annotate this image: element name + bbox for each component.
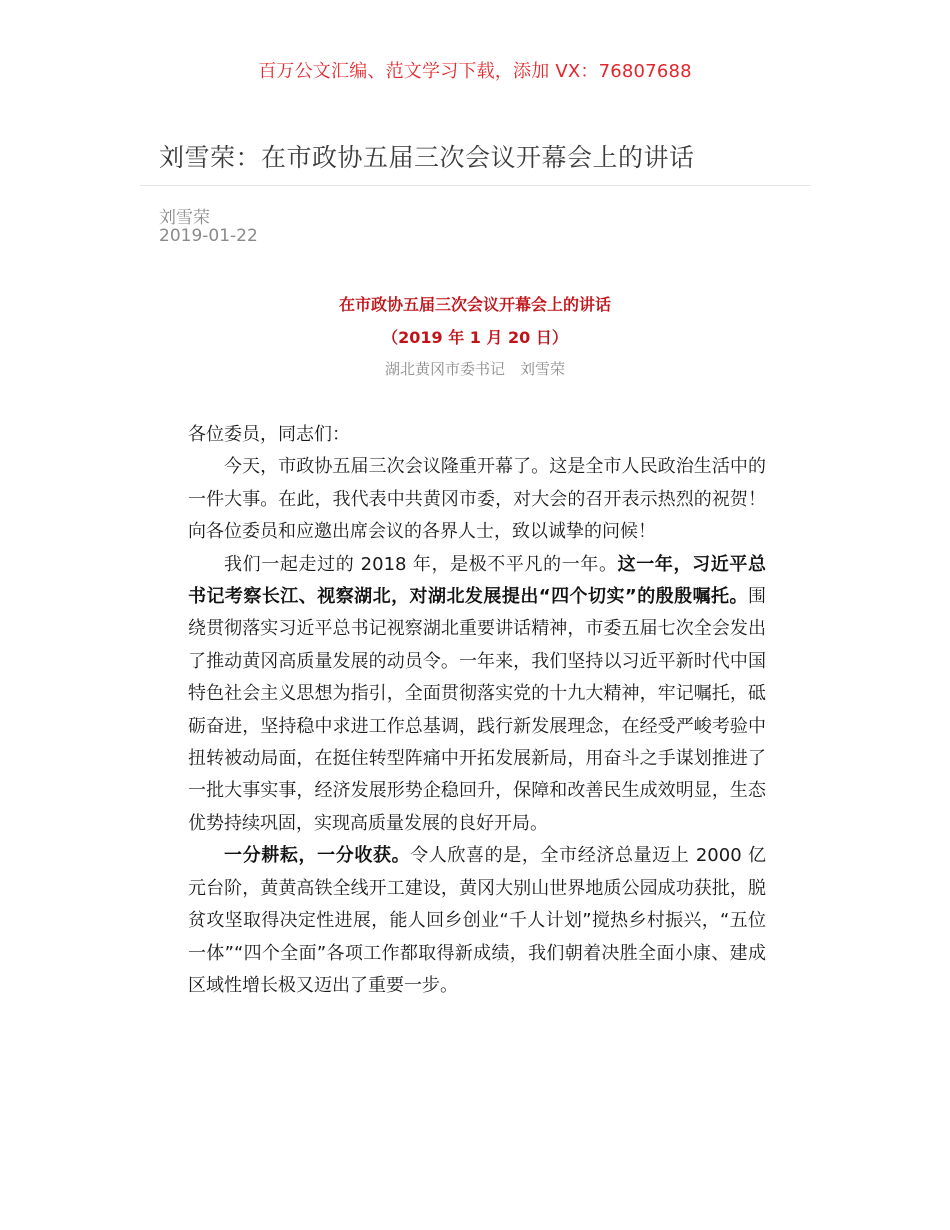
- paragraph-2-intro: 我们一起走过的 2018 年，是极不平凡的一年。: [224, 553, 618, 575]
- speech-title: 在市政协五届三次会议开幕会上的讲话: [338, 295, 611, 314]
- paragraph-3-text: 令人欣喜的是，全市经济总量迈上 2000 亿元台阶，黄黄高铁全线开工建设，黄冈大别山世界地质公园成功获批，脱贫攻坚取得决定性进展，能人回乡创业“千人计划”搅热乡村振兴，“五位一体”“四个全面”各项工作都取得新成绩，我们朝着决胜全面小康、建成区域性增长极又迈出了重要一步。: [188, 845, 766, 996]
- paragraph-3-emphasis: 一分耕耘，一分收获。: [224, 845, 411, 867]
- article-title: 刘雪荣：在市政协五届三次会议开幕会上的讲话: [159, 143, 695, 172]
- paragraph-3: [188, 840, 766, 1002]
- paragraph-2-text: 围绕贯彻落实习近平总书记视察湖北重要讲话精神，市委五届七次全会发出了推动黄冈高质量发展的动员令。一年来，我们坚持以习近平新时代中国特色社会主义思想为指引，全面贯彻落实党的十九大精神，牢记嘱托，砥砺奋进，坚持稳中求进工作总基调，践行新发展理念，在经受严峻考验中扭转被动局面，在挺住转型阵痛中开拓发展新局，用奋斗之手谋划推进了一批大事实事，经济发展形势企稳回升，保障和改善民生成效明显，生态优势持续巩固，实现高质量发展的良好开局。: [188, 586, 766, 834]
- speech-speaker: 湖北黄冈市委书记 刘雪荣: [384, 360, 565, 378]
- promo-banner: 百万公文汇编、范文学习下载，添加 VX：76807688: [258, 61, 692, 82]
- title-divider: [140, 185, 811, 186]
- greeting: 各位委员，同志们：: [188, 424, 350, 445]
- article-date: 2019-01-22: [159, 226, 258, 246]
- article-author: 刘雪荣: [159, 208, 210, 228]
- paragraph-1: 今天，市政协五届三次会议隆重开幕了。这是全市人民政治生活中的一件大事。在此，我代表中共黄冈市委，对大会的召开表示热烈的祝贺！向各位委员和应邀出席会议的各界人士，致以诚挚的问候！: [188, 456, 766, 543]
- speech-body: [188, 419, 766, 1002]
- paragraph-2: [188, 549, 766, 841]
- paragraph-2-emphasis: 这一年，习近平总书记考察长江、视察湖北，对湖北发展提出“四个切实”的殷殷嘱托。: [188, 553, 766, 608]
- speech-date: （2019 年 1 月 20 日）: [382, 328, 568, 347]
